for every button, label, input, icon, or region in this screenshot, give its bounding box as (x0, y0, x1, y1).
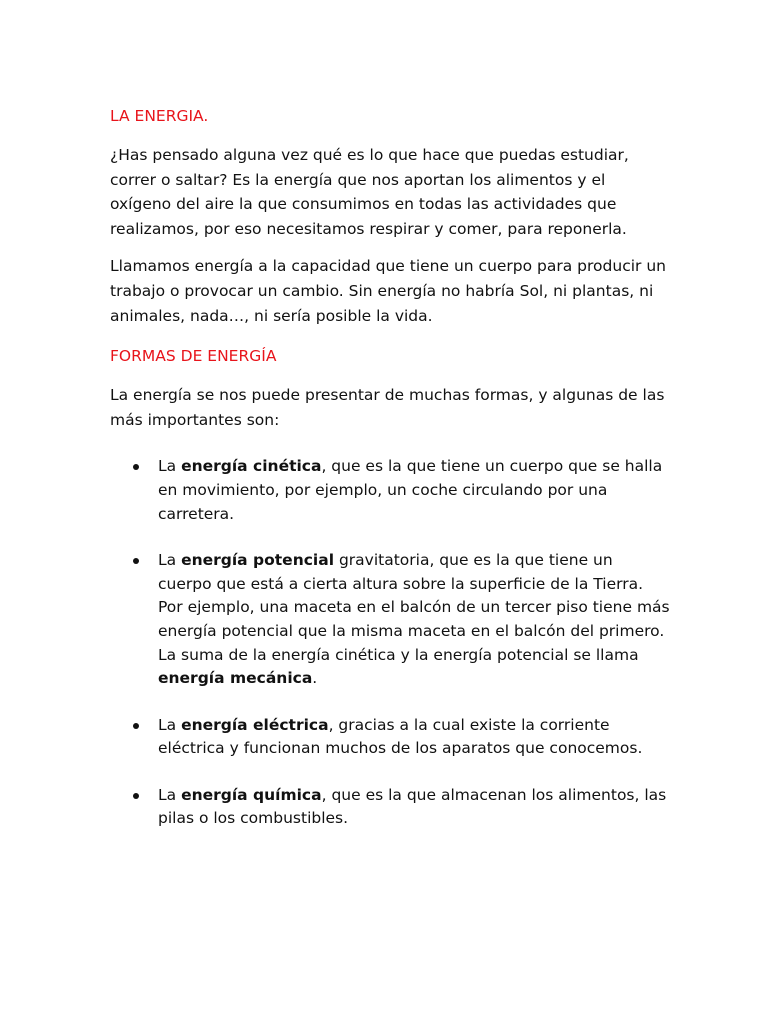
energy-forms-list (110, 455, 670, 831)
document-title: LA ENERGIA. (110, 107, 209, 125)
bullet-icon (133, 558, 139, 564)
item-prefix: La (158, 551, 182, 570)
list-item (110, 549, 670, 691)
item-term: energía eléctrica (181, 715, 329, 734)
list-item (110, 455, 670, 526)
section-intro: La energía se nos puede presentar de muchas formas, y algunas de las más importantes son: (110, 386, 665, 429)
intro-paragraph-1: ¿Has pensado alguna vez qué es lo que hace que puedas estudiar, correr o saltar? Es la energía que nos aportan los alimentos y el oxígeno del aire la que consumimos en todas las actividades que realizamos, por eso necesitamos respirar y comer, para reponerla. (110, 146, 629, 238)
item-term-secondary: energía mecánica (158, 669, 313, 688)
bullet-icon (133, 793, 139, 799)
item-term: energía química (181, 785, 322, 804)
list-item (110, 714, 670, 761)
item-prefix: La (158, 785, 182, 804)
intro-paragraph-2: Llamamos energía a la capacidad que tiene un cuerpo para producir un trabajo o provocar un cambio. Sin energía no habría Sol, ni plantas, ni animales, nada…, ni sería posible la vida. (110, 257, 666, 325)
item-term: energía cinética (181, 457, 322, 476)
item-term: energía potencial (181, 551, 335, 570)
document-page (110, 104, 670, 854)
bullet-icon (133, 464, 139, 470)
item-text: gravitatoria, que es la que tiene un cuerpo que está a cierta altura sobre la superficie de la Tierra. Por ejemplo, una maceta en el balcón de un tercer piso tiene más energía potencial que la misma maceta en el balcón del primero. La suma de la energía cinética y la energía potencial se llama (158, 551, 670, 664)
item-text: , gracias a la cual existe la corriente eléctrica y funcionan muchos de los aparatos que conocemos. (158, 715, 643, 758)
list-item (110, 784, 670, 831)
item-suffix: . (312, 669, 318, 688)
section-title: FORMAS DE ENERGÍA (110, 347, 277, 366)
item-prefix: La (158, 715, 182, 734)
item-prefix: La (158, 457, 182, 476)
item-text: , que es la que tiene un cuerpo que se halla en movimiento, por ejemplo, un coche circulando por una carretera. (158, 457, 663, 523)
bullet-icon (133, 723, 139, 729)
item-text: , que es la que almacenan los alimentos, las pilas o los combustibles. (158, 785, 667, 828)
